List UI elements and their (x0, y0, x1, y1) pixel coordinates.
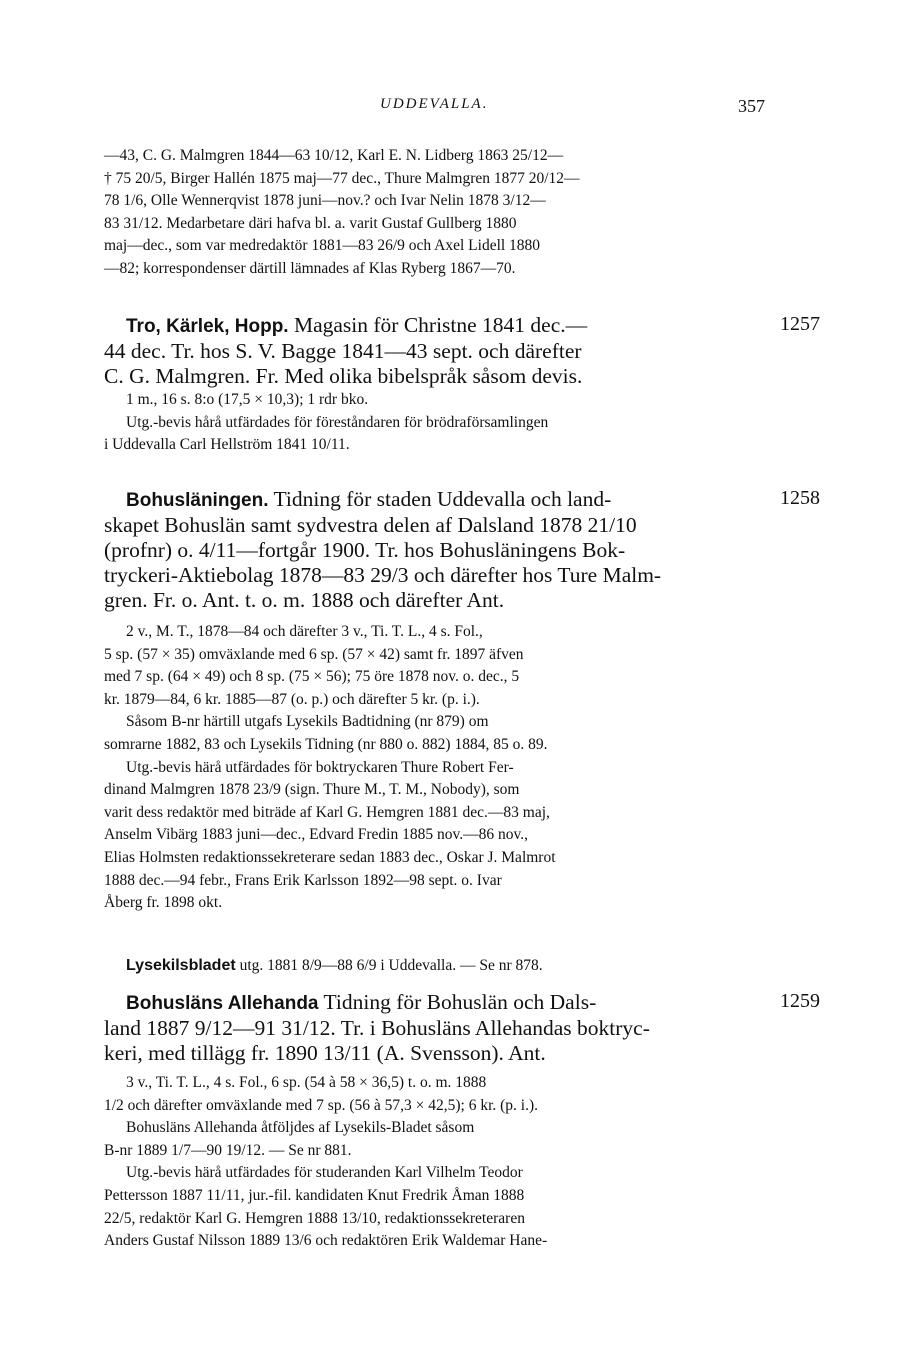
format-line: med 7 sp. (64 × 49) och 8 sp. (75 × 56); 75 öre 1878 nov. o. dec., 5 (104, 668, 520, 686)
text-line: C. G. Malmgren. Fr. Med olika bibelspråk såsom devis. (104, 364, 583, 388)
entry-number: 1259 (780, 990, 820, 1012)
text-line: keri, med tillägg fr. 1890 13/11 (A. Svensson). Ant. (104, 1041, 546, 1065)
text-line: Tidning för staden Uddevalla och land- (273, 487, 612, 511)
text-line: tryckeri-Aktiebolag 1878—83 29/3 och därefter hos Ture Malm- (104, 563, 662, 587)
text-line: Åberg fr. 1898 okt. (104, 894, 223, 912)
entry-number: 1257 (780, 313, 820, 335)
text-line: somrarne 1882, 83 och Lysekils Tidning (nr 880 o. 882) 1884, 85 o. 89. (104, 735, 548, 753)
text-line: Pettersson 1887 11/11, jur.-fil. kandidaten Knut Fredrik Åman 1888 (104, 1186, 525, 1204)
format-line: 2 v., M. T., 1878—84 och därefter 3 v., Ti. T. L., 4 s. Fol., (126, 623, 483, 640)
page-header (0, 96, 924, 126)
text-line: Anders Gustaf Nilsson 1889 13/6 och redaktören Erik Waldemar Hane- (104, 1232, 548, 1250)
text-line: † 75 20/5, Birger Hallén 1875 maj—77 dec., Thure Malmgren 1877 20/12— (104, 169, 580, 187)
entry-1259 (104, 990, 820, 1253)
text-line: Magasin för Christne 1841 dec.— (293, 313, 588, 337)
format-line: 3 v., Ti. T. L., 4 s. Fol., 6 sp. (54 à 58 × 36,5) t. o. m. 1888 (126, 1074, 487, 1091)
text-line: 78 1/6, Olle Wennerqvist 1878 juni—nov.? och Ivar Nelin 1878 3/12— (104, 192, 546, 210)
entry-heading (104, 955, 768, 978)
entry-title: Tro, Kärlek, Hopp. (126, 316, 289, 337)
format-line: kr. 1879—84, 6 kr. 1885—87 (o. p.) och därefter 5 kr. (p. i.). (104, 690, 480, 708)
text-line: i Uddevalla Carl Hellström 1841 10/11. (104, 436, 350, 454)
entry-heading (104, 313, 768, 339)
text-line: Elias Holmsten redaktionssekreterare sedan 1883 dec., Oskar J. Malmrot (104, 848, 556, 866)
text-line: Såsom B-nr härtill utgafs Lysekils Badtidning (nr 879) om (126, 713, 489, 731)
entry-1258 (104, 487, 820, 915)
text-line: Utg.-bevis härå utfärdades för boktryckaren Thure Robert Fer- (126, 758, 514, 776)
text-line: Tidning för Bohuslän och Dals- (323, 990, 597, 1014)
format-line: 5 sp. (57 × 35) omväxlande med 6 sp. (57 × 42) samt fr. 1897 äfven (104, 645, 524, 663)
text-line: Utg.-bevis hårå utfärdades för föreståndaren för brödraförsamlingen (126, 413, 549, 431)
entry-heading (104, 990, 768, 1016)
text-line: varit dess redaktör med biträde af Karl G. Hemgren 1881 dec.—83 maj, (104, 803, 550, 821)
text-line: (profnr) o. 4/11—fortgår 1900. Tr. hos Bohusläningens Bok- (104, 538, 626, 562)
text-line: —82; korrespondenser därtill lämnades af Klas Ryberg 1867—70. (104, 259, 516, 277)
text-line: Anselm Vibärg 1883 juni—dec., Edvard Fredin 1885 nov.—86 nov., (104, 826, 528, 844)
entry-title: Bohusläningen. (126, 490, 269, 511)
text-line: 83 31/12. Medarbetare däri hafva bl. a. varit Gustaf Gullberg 1880 (104, 214, 517, 232)
format-line: 1/2 och därefter omväxlande med 7 sp. (56 à 57,3 × 42,5); 6 kr. (p. i.). (104, 1096, 539, 1114)
text-line: skapet Bohuslän samt sydvestra delen af Dalsland 1878 21/10 (104, 513, 637, 537)
text-line: B-nr 1889 1/7—90 19/12. — Se nr 881. (104, 1141, 352, 1159)
text-line: utg. 1881 8/9—88 6/9 i Uddevalla. — Se nr 878. (239, 957, 543, 974)
text-line: 22/5, redaktör Karl G. Hemgren 1888 13/10, redaktionssekreteraren (104, 1209, 525, 1227)
text-line: Utg.-bevis härå utfärdades för studeranden Karl Vilhelm Teodor (126, 1164, 523, 1182)
text-line: Bohusläns Allehanda åtföljdes af Lysekils-Bladet såsom (126, 1119, 475, 1137)
text-line: 1888 dec.—94 febr., Frans Erik Karlsson 1892—98 sept. o. Ivar (104, 871, 502, 889)
text-line: gren. Fr. o. Ant. t. o. m. 1888 och därefter Ant. (104, 588, 505, 612)
entry-1257 (104, 313, 820, 457)
entry-continuation (104, 145, 768, 281)
text-line: maj—dec., som var medredaktör 1881—83 26/9 och Axel Lidell 1880 (104, 237, 541, 255)
format-line: 1 m., 16 s. 8:o (17,5 × 10,3); 1 rdr bko. (126, 391, 369, 408)
text-line: land 1887 9/12—91 31/12. Tr. i Bohusläns Allehandas boktryc- (104, 1016, 650, 1040)
text-line: 44 dec. Tr. hos S. V. Bagge 1841—43 sept. och därefter (104, 339, 582, 363)
page-number: 357 (738, 96, 765, 116)
entry-title: Lysekilsbladet (126, 957, 236, 974)
text-line: dinand Malmgren 1878 23/9 (sign. Thure M., T. M., Nobody), som (104, 781, 520, 799)
entry-lysekilsbladet (104, 955, 768, 978)
entry-title: Bohusläns Allehanda (126, 993, 319, 1014)
text-line: —43, C. G. Malmgren 1844—63 10/12, Karl E. N. Lidberg 1863 25/12— (104, 147, 564, 164)
running-head: UDDEVALLA. (380, 96, 489, 112)
entry-number: 1258 (780, 487, 820, 509)
entry-heading (104, 487, 768, 513)
